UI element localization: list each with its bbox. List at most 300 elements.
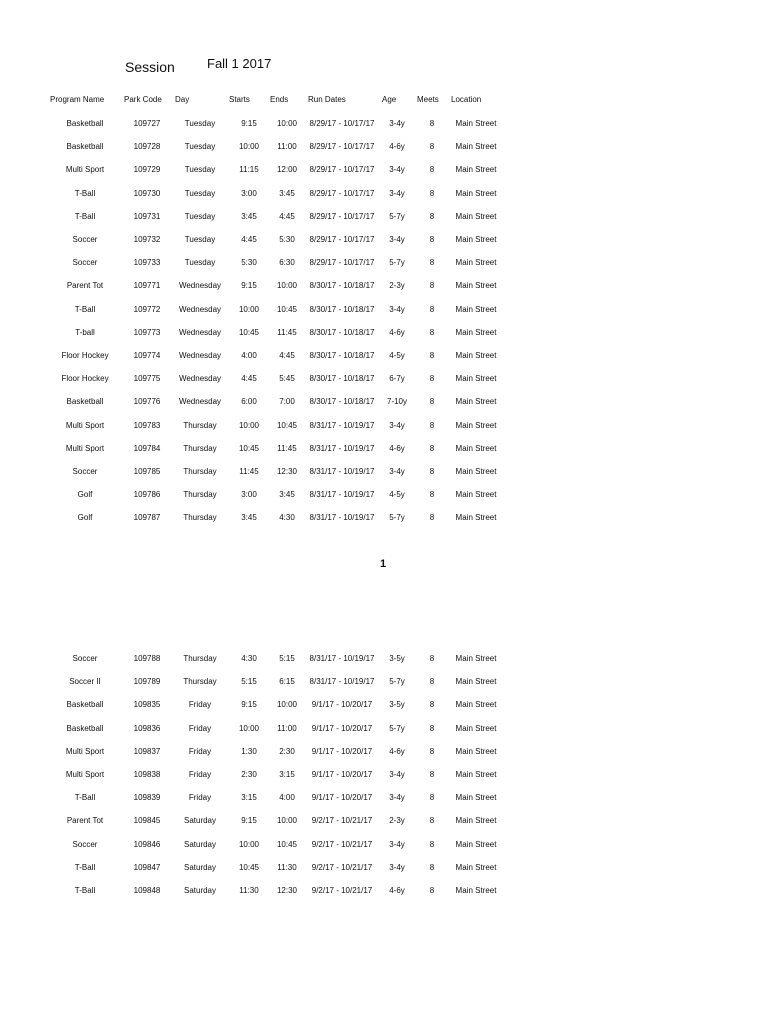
cell-day: Tuesday [184,211,216,221]
cell-ends: 11:00 [277,723,297,733]
cell-age: 5-7y [389,258,405,268]
cell-location: Main Street [455,165,497,175]
cell-location: Main Street [455,351,497,360]
cell-starts: 4:00 [241,351,257,360]
cell-park-code: 109771 [133,281,161,291]
cell-meets: 8 [429,467,435,476]
table-row [0,421,768,435]
cell-park-code: 109836 [133,723,161,733]
header-run-dates: Run Dates [308,95,346,104]
cell-program-name: Multi Sport [65,443,105,453]
cell-day: Saturday [183,839,217,849]
cell-meets: 8 [429,397,435,407]
table-row [0,235,768,249]
cell-meets: 8 [429,165,435,175]
table-row [0,886,768,900]
cell-ends: 10:00 [276,816,298,826]
cell-program-name: Basketball [66,397,104,407]
table-row [0,490,768,504]
table-row [0,189,768,203]
cell-location: Main Street [455,235,497,244]
cell-day: Thursday [183,443,217,453]
cell-run-dates: 8/31/17 - 10/19/17 [309,677,375,687]
cell-program-name: Soccer [72,235,98,244]
cell-run-dates: 8/31/17 - 10/19/17 [309,654,375,663]
cell-run-dates: 8/29/17 - 10/17/17 [309,211,375,221]
cell-day: Wednesday [178,397,222,407]
cell-location: Main Street [455,816,497,826]
cell-starts: 3:45 [241,513,257,523]
cell-day: Tuesday [184,235,216,244]
cell-location: Main Street [455,770,497,779]
cell-day: Thursday [183,467,217,476]
cell-age: 5-7y [389,723,405,733]
cell-park-code: 109729 [133,165,161,175]
cell-run-dates: 9/1/17 - 10/20/17 [311,770,373,779]
cell-age: 3-4y [389,188,405,198]
cell-meets: 8 [429,235,435,244]
cell-age: 4-6y [389,327,405,337]
cell-starts: 3:00 [241,490,257,500]
cell-program-name: T-Ball [74,793,96,803]
cell-starts: 5:30 [241,258,257,268]
cell-ends: 6:15 [279,677,295,687]
cell-starts: 10:00 [238,839,260,849]
session-label: Session [125,59,175,75]
cell-location: Main Street [455,443,497,453]
cell-meets: 8 [429,304,435,314]
cell-park-code: 109727 [133,119,161,128]
cell-run-dates: 9/2/17 - 10/21/17 [311,886,373,895]
cell-meets: 8 [429,351,435,360]
table-row [0,351,768,365]
cell-program-name: Soccer [72,258,98,268]
cell-park-code: 109772 [133,304,161,314]
cell-age: 3-4y [389,862,405,872]
cell-starts: 11:15 [239,165,259,175]
cell-meets: 8 [429,258,435,268]
cell-park-code: 109731 [133,211,161,221]
cell-starts: 9:15 [241,700,257,710]
cell-ends: 10:00 [276,119,298,128]
cell-starts: 10:00 [238,304,260,314]
cell-meets: 8 [429,677,435,687]
cell-day: Friday [188,723,212,733]
cell-starts: 3:00 [241,188,257,198]
cell-location: Main Street [455,142,497,152]
cell-starts: 9:15 [241,816,257,826]
cell-park-code: 109838 [133,770,161,779]
cell-location: Main Street [455,281,497,291]
cell-run-dates: 9/1/17 - 10/20/17 [311,793,373,803]
cell-starts: 9:15 [241,281,257,291]
cell-meets: 8 [429,723,435,733]
cell-program-name: Multi Sport [65,746,105,756]
cell-age: 4-5y [389,351,405,360]
cell-age: 5-7y [389,677,405,687]
cell-age: 3-4y [389,119,405,128]
header-meets: Meets [417,95,439,104]
header-ends: Ends [270,95,289,104]
table-row [0,281,768,295]
cell-age: 4-6y [389,886,405,895]
cell-park-code: 109787 [133,513,161,523]
cell-ends: 2:30 [279,746,295,756]
cell-starts: 2:30 [241,770,257,779]
cell-park-code: 109776 [133,397,161,407]
cell-ends: 11:00 [277,142,297,152]
table-row [0,374,768,388]
table-row [0,793,768,807]
cell-location: Main Street [455,211,497,221]
cell-ends: 5:30 [279,235,295,244]
cell-location: Main Street [455,374,497,384]
cell-program-name: Floor Hockey [61,374,109,384]
cell-run-dates: 8/29/17 - 10/17/17 [309,142,375,152]
cell-ends: 4:45 [279,211,295,221]
cell-meets: 8 [429,839,435,849]
cell-starts: 10:00 [238,420,260,430]
cell-location: Main Street [455,304,497,314]
cell-program-name: Basketball [66,119,104,128]
cell-run-dates: 8/29/17 - 10/17/17 [309,188,375,198]
cell-ends: 12:00 [276,165,298,175]
cell-starts: 3:45 [241,211,257,221]
cell-park-code: 109835 [133,700,161,710]
cell-ends: 3:45 [279,188,295,198]
cell-age: 3-4y [389,235,405,244]
cell-ends: 10:45 [276,420,298,430]
cell-run-dates: 8/29/17 - 10/17/17 [309,119,375,128]
cell-park-code: 109728 [133,142,161,152]
cell-day: Tuesday [184,119,216,128]
cell-day: Tuesday [184,165,216,175]
cell-run-dates: 8/29/17 - 10/17/17 [309,165,375,175]
cell-day: Wednesday [178,327,222,337]
cell-program-name: Soccer [72,654,98,663]
cell-starts: 3:15 [241,793,257,803]
cell-age: 3-4y [389,304,405,314]
table-row [0,747,768,761]
cell-day: Thursday [183,420,217,430]
table-row [0,165,768,179]
cell-run-dates: 8/31/17 - 10/19/17 [309,420,375,430]
cell-location: Main Street [455,258,497,268]
cell-ends: 10:45 [276,304,298,314]
cell-ends: 4:45 [279,351,295,360]
cell-park-code: 109848 [133,886,161,895]
cell-age: 3-5y [389,654,405,663]
cell-run-dates: 9/1/17 - 10/20/17 [311,700,373,710]
cell-meets: 8 [429,886,435,895]
cell-meets: 8 [429,816,435,826]
cell-ends: 6:30 [279,258,295,268]
cell-program-name: Multi Sport [65,420,105,430]
session-term: Fall 1 2017 [207,56,272,71]
cell-program-name: T-Ball [74,862,96,872]
cell-starts: 10:00 [238,723,260,733]
cell-age: 3-4y [389,165,405,175]
table-row [0,700,768,714]
cell-day: Saturday [183,862,217,872]
cell-ends: 4:00 [279,793,295,803]
cell-park-code: 109783 [133,420,161,430]
cell-location: Main Street [455,119,497,128]
cell-ends: 3:45 [279,490,295,500]
cell-program-name: T-Ball [74,188,96,198]
cell-day: Tuesday [184,142,216,152]
cell-meets: 8 [429,119,435,128]
cell-day: Friday [188,793,212,803]
table-row [0,467,768,481]
cell-ends: 10:00 [276,700,298,710]
cell-run-dates: 8/30/17 - 10/18/17 [309,304,375,314]
cell-starts: 10:00 [238,142,260,152]
cell-park-code: 109839 [133,793,161,803]
table-row [0,305,768,319]
cell-ends: 3:15 [279,770,295,779]
cell-starts: 10:45 [238,862,260,872]
cell-ends: 12:30 [276,886,298,895]
cell-run-dates: 9/1/17 - 10/20/17 [311,723,373,733]
cell-run-dates: 9/2/17 - 10/21/17 [311,816,373,826]
cell-starts: 11:45 [239,467,259,476]
cell-age: 5-7y [389,513,405,523]
cell-age: 3-4y [389,839,405,849]
cell-program-name: Soccer II [69,677,101,687]
cell-meets: 8 [429,211,435,221]
cell-run-dates: 9/2/17 - 10/21/17 [311,839,373,849]
cell-run-dates: 8/30/17 - 10/18/17 [309,397,375,407]
cell-location: Main Street [455,490,497,500]
header-day: Day [175,95,190,104]
cell-program-name: T-ball [75,327,95,337]
cell-ends: 11:45 [277,327,297,337]
cell-day: Wednesday [178,281,222,291]
cell-ends: 12:30 [276,467,298,476]
cell-meets: 8 [429,746,435,756]
cell-park-code: 109845 [133,816,161,826]
cell-program-name: T-Ball [74,886,96,895]
cell-starts: 10:45 [238,327,260,337]
cell-run-dates: 8/31/17 - 10/19/17 [309,490,375,500]
cell-meets: 8 [429,770,435,779]
cell-day: Friday [188,700,212,710]
cell-day: Saturday [183,886,217,895]
cell-starts: 4:30 [241,654,257,663]
cell-meets: 8 [429,793,435,803]
cell-location: Main Street [455,862,497,872]
cell-age: 3-4y [389,467,405,476]
cell-park-code: 109732 [133,235,161,244]
cell-day: Wednesday [178,374,222,384]
cell-day: Wednesday [178,351,222,360]
cell-ends: 7:00 [279,397,295,407]
table-row [0,328,768,342]
table-row [0,863,768,877]
cell-ends: 4:30 [279,513,295,523]
cell-meets: 8 [429,490,435,500]
cell-location: Main Street [455,886,497,895]
cell-age: 3-5y [389,700,405,710]
table-row [0,770,768,784]
header-location: Location [451,95,482,104]
cell-meets: 8 [429,654,435,663]
cell-park-code: 109775 [133,374,161,384]
cell-ends: 11:30 [277,862,297,872]
cell-program-name: Basketball [66,723,104,733]
cell-day: Thursday [183,654,217,663]
header-program-name: Program Name [50,95,105,104]
cell-run-dates: 8/31/17 - 10/19/17 [309,467,375,476]
cell-location: Main Street [455,677,497,687]
cell-day: Friday [188,746,212,756]
cell-park-code: 109785 [133,467,161,476]
cell-starts: 4:45 [241,374,257,384]
cell-starts: 10:45 [238,443,260,453]
cell-day: Wednesday [178,304,222,314]
cell-run-dates: 8/30/17 - 10/18/17 [309,351,375,360]
cell-meets: 8 [429,513,435,523]
cell-age: 7-10y [386,397,408,407]
cell-park-code: 109773 [133,327,161,337]
cell-ends: 10:45 [276,839,298,849]
cell-run-dates: 8/29/17 - 10/17/17 [309,258,375,268]
cell-program-name: T-Ball [74,304,96,314]
cell-day: Tuesday [184,258,216,268]
cell-run-dates: 9/1/17 - 10/20/17 [311,746,373,756]
table-row [0,212,768,226]
cell-location: Main Street [455,188,497,198]
cell-location: Main Street [455,793,497,803]
table-row [0,397,768,411]
cell-age: 4-6y [389,746,405,756]
cell-meets: 8 [429,862,435,872]
cell-meets: 8 [429,374,435,384]
cell-day: Thursday [183,513,217,523]
cell-run-dates: 8/31/17 - 10/19/17 [309,513,375,523]
cell-run-dates: 8/30/17 - 10/18/17 [309,374,375,384]
cell-park-code: 109786 [133,490,161,500]
cell-age: 6-7y [389,374,405,384]
cell-day: Tuesday [184,188,216,198]
header-starts: Starts [229,95,250,104]
cell-program-name: Golf [77,513,93,523]
cell-starts: 9:15 [241,119,257,128]
cell-meets: 8 [429,420,435,430]
cell-park-code: 109837 [133,746,161,756]
table-row [0,444,768,458]
cell-program-name: Parent Tot [66,816,104,826]
cell-location: Main Street [455,723,497,733]
cell-park-code: 109733 [133,258,161,268]
cell-location: Main Street [455,839,497,849]
cell-park-code: 109774 [133,351,161,360]
table-row [0,513,768,527]
cell-park-code: 109784 [133,443,161,453]
cell-age: 2-3y [389,281,405,291]
cell-meets: 8 [429,188,435,198]
cell-age: 4-5y [389,490,405,500]
cell-program-name: Floor Hockey [61,351,109,360]
cell-meets: 8 [429,281,435,291]
cell-meets: 8 [429,327,435,337]
cell-location: Main Street [455,513,497,523]
cell-age: 4-6y [389,443,405,453]
cell-program-name: T-Ball [74,211,96,221]
cell-ends: 10:00 [276,281,298,291]
cell-program-name: Multi Sport [65,770,105,779]
table-row [0,258,768,272]
cell-age: 4-6y [389,142,405,152]
cell-run-dates: 9/2/17 - 10/21/17 [311,862,373,872]
table-row [0,119,768,133]
table-row [0,654,768,668]
header-age: Age [382,95,397,104]
cell-location: Main Street [455,700,497,710]
cell-program-name: Soccer [72,467,98,476]
cell-meets: 8 [429,142,435,152]
cell-age: 5-7y [389,211,405,221]
cell-starts: 11:30 [239,886,259,895]
cell-location: Main Street [455,746,497,756]
cell-meets: 8 [429,443,435,453]
table-row [0,816,768,830]
cell-run-dates: 8/30/17 - 10/18/17 [309,327,375,337]
cell-age: 3-4y [389,793,405,803]
cell-age: 3-4y [389,770,405,779]
cell-ends: 5:45 [279,374,295,384]
cell-age: 3-4y [389,420,405,430]
cell-day: Saturday [183,816,217,826]
cell-day: Thursday [183,490,217,500]
cell-day: Friday [188,770,212,779]
cell-location: Main Street [455,327,497,337]
cell-program-name: Soccer [72,839,98,849]
cell-location: Main Street [455,467,497,476]
cell-park-code: 109788 [133,654,161,663]
cell-program-name: Multi Sport [65,165,105,175]
cell-location: Main Street [455,420,497,430]
cell-park-code: 109847 [133,862,161,872]
cell-park-code: 109730 [133,188,161,198]
page-number: 1 [379,558,387,570]
table-row [0,724,768,738]
cell-run-dates: 8/29/17 - 10/17/17 [309,235,375,244]
table-row [0,840,768,854]
cell-meets: 8 [429,700,435,710]
cell-program-name: Parent Tot [66,281,104,291]
cell-park-code: 109789 [133,677,161,687]
cell-day: Thursday [183,677,217,687]
cell-starts: 4:45 [241,235,257,244]
cell-program-name: Basketball [66,142,104,152]
table-row [0,142,768,156]
cell-ends: 5:15 [279,654,295,663]
table-row [0,677,768,691]
cell-location: Main Street [455,654,497,663]
header-park-code: Park Code [124,95,162,104]
cell-starts: 6:00 [241,397,257,407]
cell-location: Main Street [455,397,497,407]
cell-starts: 1:30 [241,746,257,756]
cell-program-name: Golf [77,490,93,500]
cell-run-dates: 8/31/17 - 10/19/17 [309,443,375,453]
cell-run-dates: 8/30/17 - 10/18/17 [309,281,375,291]
cell-program-name: Basketball [66,700,104,710]
cell-park-code: 109846 [133,839,161,849]
cell-ends: 11:45 [277,443,297,453]
